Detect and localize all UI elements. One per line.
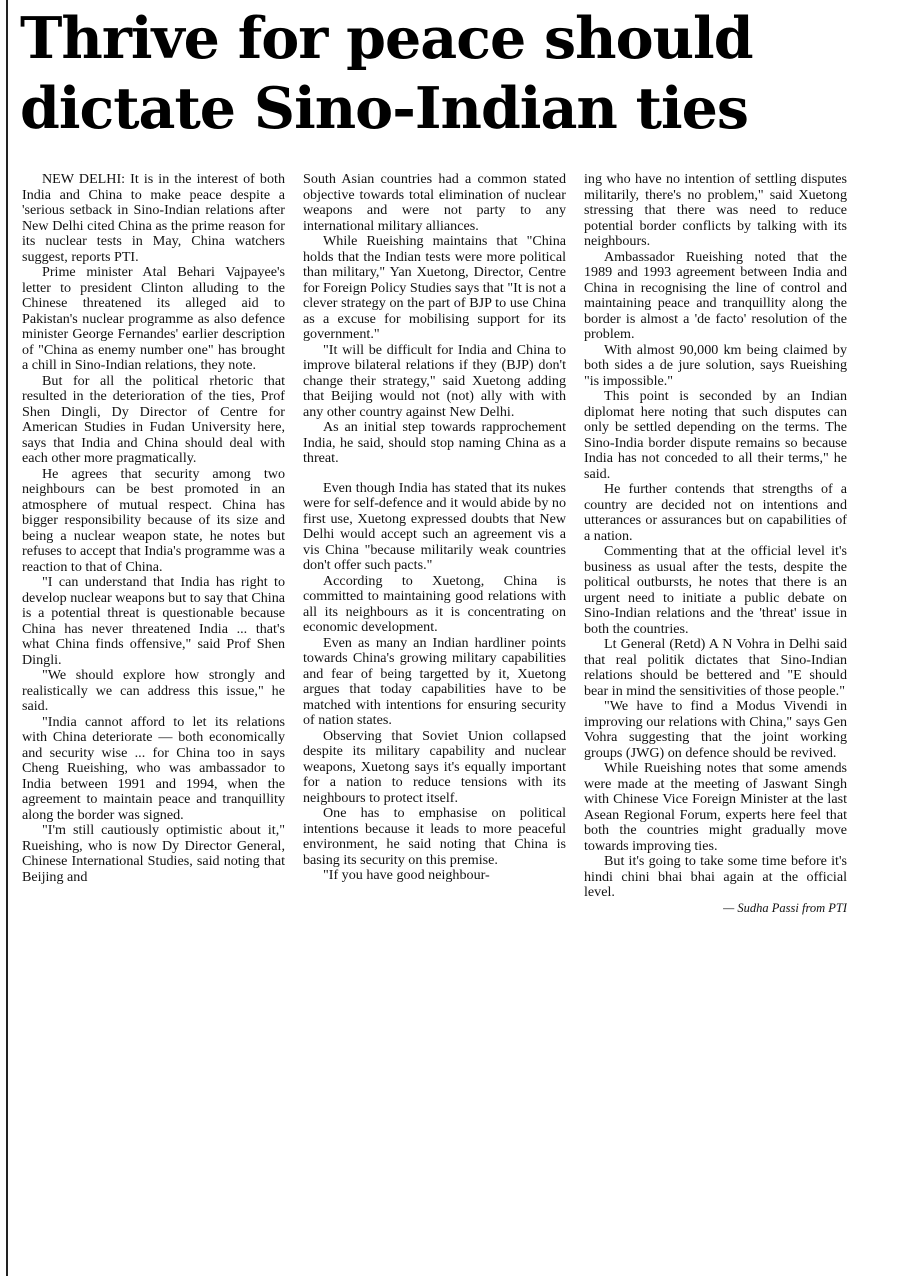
paragraph: "We should explore how strongly and realistically we can address this issue," he said.: [22, 667, 285, 714]
paragraph: He agrees that security among two neighbours can be best promoted in an atmosphere of mutual respect. China has bigger responsibility because of its size and being a nuclear weapon state, he notes but refuses to accept that India's programme was a reaction to that of China.: [22, 465, 285, 575]
paragraph: "We have to find a Modus Vivendi in improving our relations with China," says Gen Vohra suggesting that the joint working groups (JWG) on defence should be revived.: [584, 698, 847, 761]
column-3: [584, 172, 847, 1262]
paragraph: "I'm still cautiously optimistic about it," Rueishing, who is now Dy Director General, Chinese International Studies, said noting that Beijing and: [22, 822, 285, 885]
headline-line-2: dictate Sino-Indian ties: [20, 75, 749, 142]
paragraph: Observing that Soviet Union collapsed despite its military capability and nuclear weapons, Xuetong says it's equally important for a nation to reduce tensions with its neighbours to protect itself.: [303, 727, 566, 806]
paragraph: South Asian countries had a common stated objective towards total elimination of nuclear weapons and were not party to any international military alliances.: [303, 172, 566, 234]
article-body: [22, 172, 882, 1262]
paragraph: "It will be difficult for India and China to improve bilateral relations if they (BJP) don't change their strategy," said Xuetong adding that Beijing would not (not) ally with with any other country against New Delhi.: [303, 341, 566, 420]
paragraph: While Rueishing maintains that "China holds that the Indian tests were more political than military," Yan Xuetong, Director, Centre for Foreign Policy Studies says that "It is not a clever strategy on the part of BJP to use China as a excuse for mobilising support for its government.": [303, 233, 566, 342]
paragraph: But for all the political rhetoric that resulted in the deterioration of the ties, Prof Shen Dingli, Dy Director of Centre for American Studies in Fudan University here, says that India and China should deal with each other more pragmatically.: [22, 372, 285, 466]
paragraph: But it's going to take some time before it's hindi chini bhai bhai again at the official level.: [584, 853, 847, 900]
paragraph: As an initial step towards rapprochement India, he said, should stop naming China as a threat.: [303, 419, 566, 466]
paragraph: Lt General (Retd) A N Vohra in Delhi said that real politik dictates that Sino-Indian relations should be bettered and "E should bear in mind the sensitivities of those people.": [584, 636, 847, 699]
paragraph: Commenting that at the official level it's business as usual after the tests, despite the political outbursts, he notes that there is an urgent need to initiate a public debate on Sino-Indian relations and the 'threat' issue in both the countries.: [584, 543, 847, 637]
paragraph: "I can understand that India has right to develop nuclear weapons but to say that China is a potential threat is questionable because China has never threatened India ... that's what China finds offensive," said Prof Shen Dingli.: [22, 574, 285, 668]
paragraph: "If you have good neighbour-: [323, 867, 490, 883]
paragraph: He further contends that strengths of a country are decided not on intentions and utterances or assurances but on capabilities of a nation.: [584, 481, 847, 544]
column-rule: [6, 0, 8, 1276]
paragraph: Even though India has stated that its nukes were for self-defence and it would abide by no first use, Xuetong expressed doubts that New Delhi would accept such an agreement vis a vis China "because militarily weak countries don't offer such pacts.": [303, 479, 566, 573]
paragraph: Even as many an Indian hardliner points towards China's growing military capabilities and fear of being targetted by it, Xuetong argues that today capabilities have to be matched with intentions for ensuring security of nation states.: [303, 634, 566, 728]
column-2: [303, 172, 566, 1262]
paragraph: This point is seconded by an Indian diplomat here noting that such disputes can only be settled depending on the terms. The Sino-India border dispute remains so because India has not conceded to all their terms," he said.: [584, 388, 847, 482]
paragraph: ing who have no intention of settling disputes militarily, there's no problem," said Xuetong stressing that there was need to reduce potential border conflicts by talking with its neighbours.: [584, 172, 847, 249]
paragraph: According to Xuetong, China is committed to maintaining good relations with all its neighbours as it is concentrating on economic development.: [303, 572, 566, 635]
column-1: [22, 172, 285, 1262]
paragraph-gap: [303, 467, 566, 481]
paragraph: Prime minister Atal Behari Vajpayee's letter to president Clinton alluding to the Chinese threatened its alleged aid to Pakistan's nuclear programme as also defence minister George Fernandes' earlier description of "China as enemy number one" has brought a chill in Sino-Indian relations, they note.: [22, 264, 285, 373]
paragraph: While Rueishing notes that some amends were made at the meeting of Jaswant Singh with Chinese Vice Foreign Minister at the last Asean Regional Forum, experts here feel that both the countries might gradually move towards improving ties.: [584, 760, 847, 854]
paragraph: NEW DELHI: It is in the interest of both India and China to make peace despite a 'serious setback in Sino-Indian relations after New Delhi cited China as the prime reason for its nuclear tests in May, China watchers suggest, reports PTI.: [22, 172, 285, 265]
paragraph: Ambassador Rueishing noted that the 1989 and 1993 agreement between India and China in recognising the line of control and maintaining peace and tranquillity along the border is almost a 'de facto' resolution of the problem.: [584, 248, 847, 342]
paragraph: With almost 90,000 km being claimed by both sides a de jure solution, says Rueishing "is impossible.": [584, 341, 847, 389]
byline: — Sudha Passi from PTI: [723, 900, 847, 915]
headline: [20, 4, 886, 144]
paragraph: One has to emphasise on political intentions because it leads to more peaceful environment, he said noting that China is basing its security on this premise.: [303, 805, 566, 868]
headline-line-1: Thrive for peace should: [20, 5, 753, 72]
paragraph: "India cannot afford to let its relations with China deteriorate — both economically and security wise ... for China too in says Cheng Rueishing, who was ambassador to India between 1991 and 1994, when the agreement to maintain peace and tranquillity along the border was signed.: [22, 713, 285, 823]
